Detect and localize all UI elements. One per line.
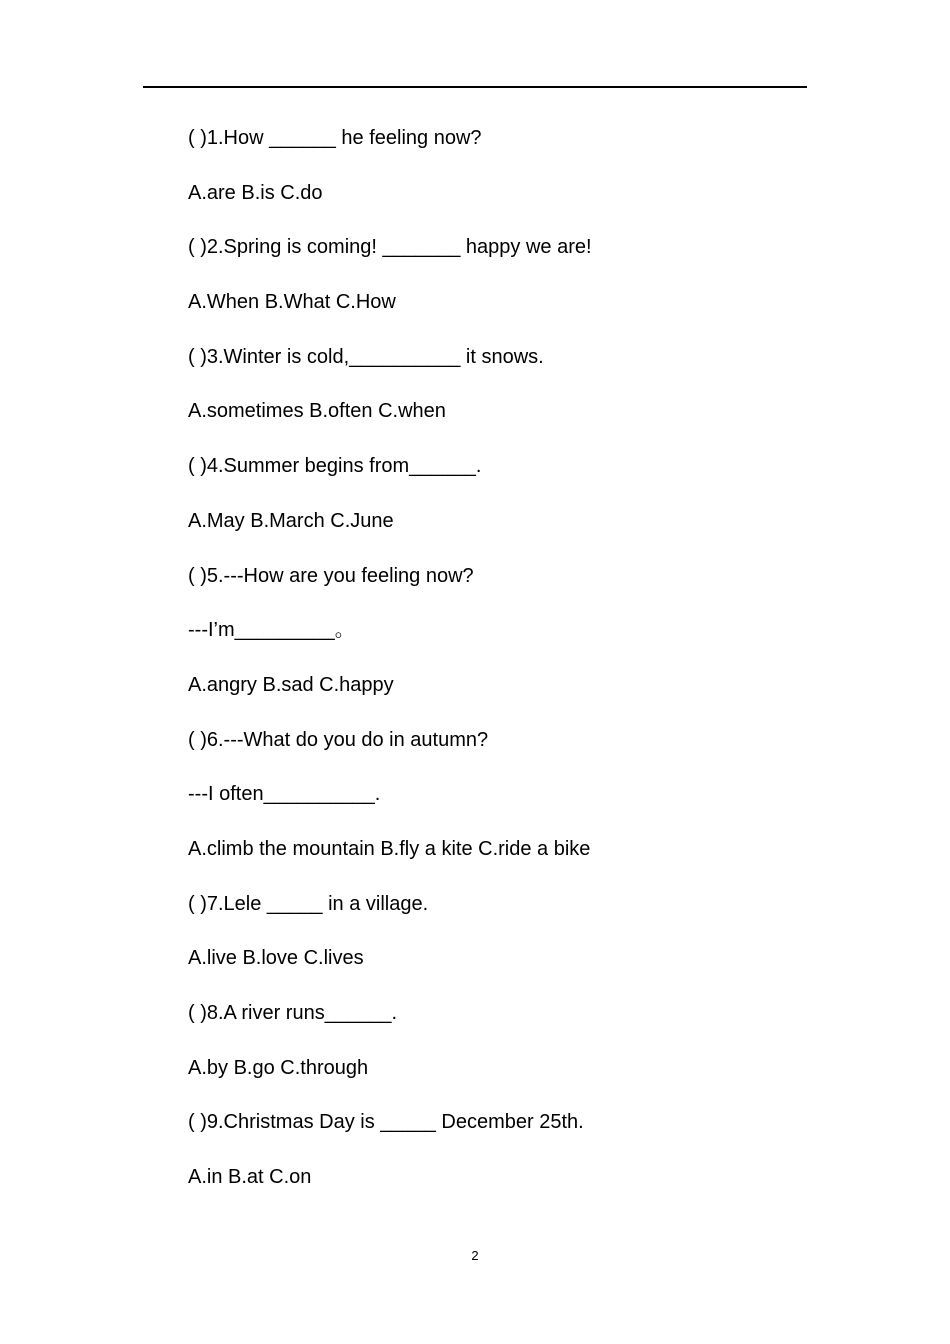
question-5: ( )5.---How are you feeling now? [188,564,474,587]
question-5-answer: ---I’m_________。 [188,619,355,642]
question-list [188,120,828,1214]
question-6: ( )6.---What do you do in autumn? [188,728,489,751]
question-8: ( )8.A river runs______. [188,1002,397,1024]
question-4-options: A.May B.March C.June [188,509,394,532]
question-9-options: A.in B.at C.on [188,1166,312,1189]
question-2: ( )2.Spring is coming! _______ happy we are! [188,236,592,259]
page-number: 2 [471,1248,479,1263]
question-3: ( )3.Winter is cold,__________ it snows. [188,345,544,368]
header-rule [143,86,807,88]
question-7-options: A.live B.love C.lives [188,947,364,970]
question-6-answer: ---I often__________. [188,783,381,806]
question-3-options: A.sometimes B.often C.when [188,400,446,423]
question-9: ( )9.Christmas Day is _____ December 25th. [188,1111,584,1134]
question-8-options: A.by B.go C.through [188,1056,369,1079]
question-7: ( )7.Lele _____ in a village. [188,892,429,915]
question-1: ( )1.How ______ he feeling now? [188,127,482,149]
question-5-options: A.angry B.sad C.happy [188,673,394,696]
question-6-options: A.climb the mountain B.fly a kite C.ride a bike [188,837,591,860]
question-1-options: A.are B.is C.do [188,181,323,204]
question-4: ( )4.Summer begins from______. [188,455,482,478]
question-2-options: A.When B.What C.How [188,291,396,314]
